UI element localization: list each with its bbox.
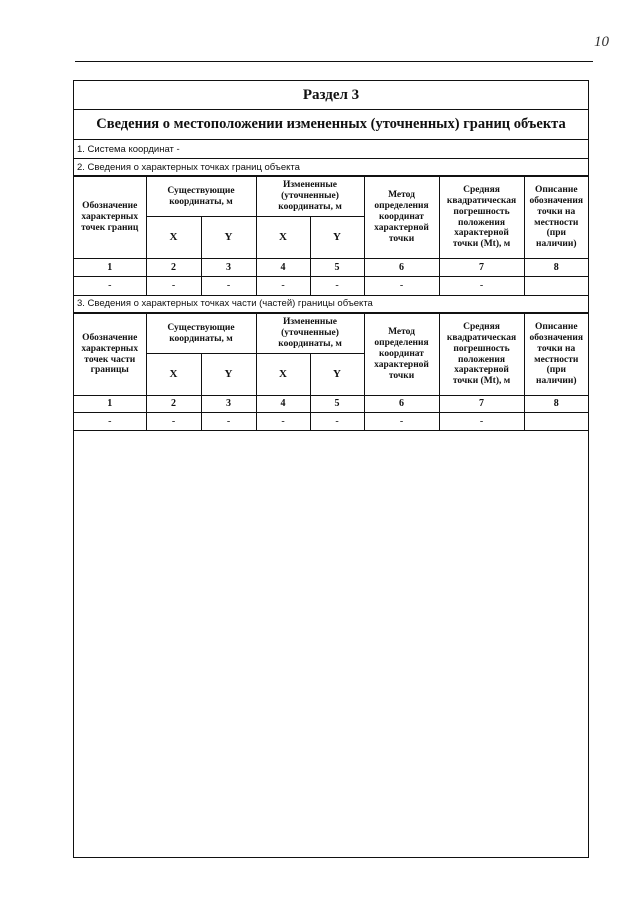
- table-cell: [524, 277, 588, 296]
- table-cell: -: [310, 277, 364, 296]
- column-number: 4: [256, 259, 310, 277]
- column-number: 7: [439, 396, 524, 413]
- header-x: X: [256, 354, 310, 396]
- header-method: Метод определения координат характерной точки: [364, 177, 439, 259]
- header-point-designation: Обозначение характерных точек границ: [74, 177, 146, 259]
- header-y: Y: [201, 354, 256, 396]
- table-cell: -: [256, 277, 310, 296]
- header-description: Описание обозначения точки на местности (при наличии): [524, 177, 588, 259]
- header-y: Y: [310, 354, 364, 396]
- header-changed-coords: Измененные (уточненные) координаты, м: [256, 177, 364, 217]
- table-cell: -: [256, 413, 310, 431]
- table-cell: -: [310, 413, 364, 431]
- part-boundary-points-table: [74, 313, 588, 431]
- part3-title: 3. Сведения о характерных точках части (частей) границы объекта: [74, 295, 588, 313]
- coordinate-system-line: 1. Система координат -: [74, 140, 588, 159]
- header-x: X: [256, 217, 310, 259]
- column-number: 2: [146, 396, 201, 413]
- column-number: 1: [74, 259, 146, 277]
- header-x: X: [146, 354, 201, 396]
- table-cell: -: [201, 277, 256, 296]
- table-cell: -: [74, 413, 146, 431]
- column-number: 4: [256, 396, 310, 413]
- header-method: Метод определения координат характерной точки: [364, 314, 439, 396]
- table-cell: [524, 413, 588, 431]
- part2-title: 2. Сведения о характерных точках границ объекта: [74, 159, 588, 176]
- column-number: 1: [74, 396, 146, 413]
- table-cell: -: [364, 413, 439, 431]
- table-cell: -: [364, 277, 439, 296]
- table-cell: -: [439, 413, 524, 431]
- table-cell: -: [146, 413, 201, 431]
- column-number: 3: [201, 396, 256, 413]
- top-rule: [75, 61, 593, 62]
- column-number: 5: [310, 259, 364, 277]
- column-number: 8: [524, 259, 588, 277]
- section-title: Раздел 3: [74, 81, 588, 110]
- header-x: X: [146, 217, 201, 259]
- table-cell: -: [74, 277, 146, 296]
- column-number: 8: [524, 396, 588, 413]
- column-number: 5: [310, 396, 364, 413]
- column-number: 7: [439, 259, 524, 277]
- header-description: Описание обозначения точки на местности (при наличии): [524, 314, 588, 396]
- header-y: Y: [201, 217, 256, 259]
- header-existing-coords: Существующие координаты, м: [146, 314, 256, 354]
- header-point-designation: Обозначение характерных точек части границы: [74, 314, 146, 396]
- section-frame: [73, 80, 589, 858]
- boundary-points-table: [74, 176, 588, 296]
- column-number: 6: [364, 396, 439, 413]
- page-number: 10: [594, 34, 609, 50]
- column-number: 3: [201, 259, 256, 277]
- table-cell: -: [439, 277, 524, 296]
- column-number: 6: [364, 259, 439, 277]
- table-cell: -: [201, 413, 256, 431]
- header-mean-error: Средняя квадратическая погрешность положения характерной точки (Mt), м: [439, 177, 524, 259]
- header-mean-error: Средняя квадратическая погрешность положения характерной точки (Mt), м: [439, 314, 524, 396]
- column-number: 2: [146, 259, 201, 277]
- header-y: Y: [310, 217, 364, 259]
- section-subtitle: Сведения о местоположении измененных (уточненных) границ объекта: [74, 110, 588, 140]
- table-cell: -: [146, 277, 201, 296]
- header-existing-coords: Существующие координаты, м: [146, 177, 256, 217]
- header-changed-coords: Измененные (уточненные) координаты, м: [256, 314, 364, 354]
